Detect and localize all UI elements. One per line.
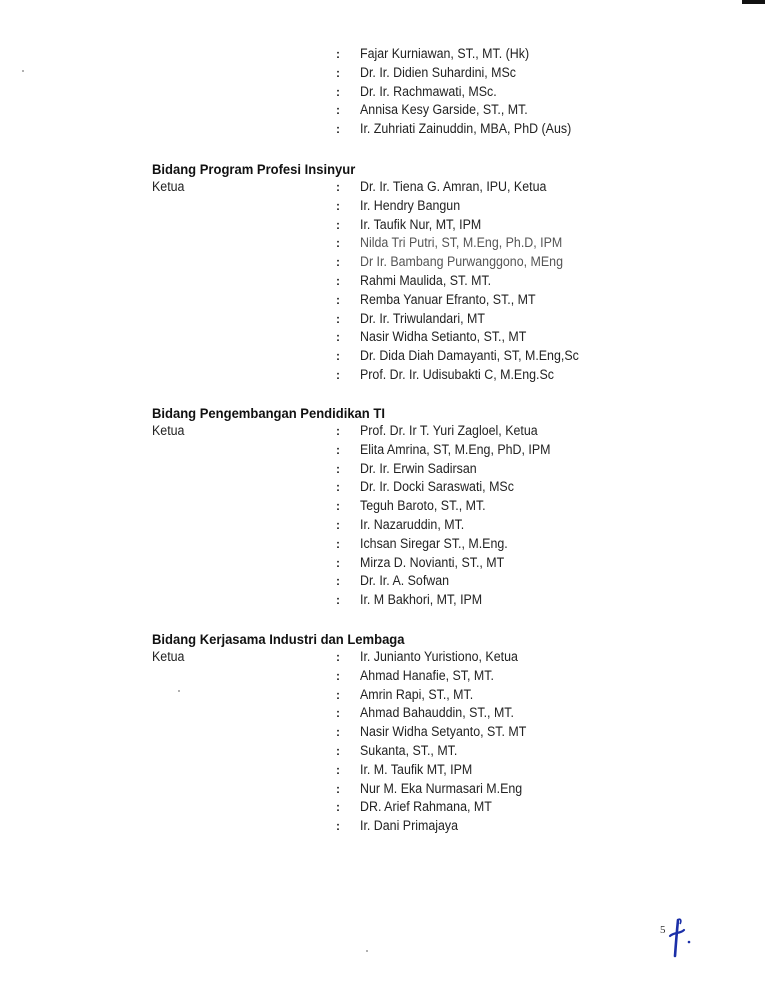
- member-name: Prof. Dr. Ir. Udisubakti C, M.Eng.Sc: [360, 366, 554, 382]
- separator-colon: :: [336, 781, 340, 796]
- member-name: Mirza D. Novianti, ST., MT: [360, 554, 505, 570]
- member-row: [152, 686, 632, 705]
- section-0: [152, 45, 632, 139]
- signature-initial-icon: [664, 916, 694, 960]
- section-2: [152, 404, 632, 610]
- member-role: Ketua: [152, 179, 185, 194]
- member-row: [152, 780, 632, 799]
- separator-colon: :: [336, 273, 340, 288]
- member-name: Dr. Ir. Didien Suhardini, MSc: [360, 64, 517, 80]
- page-number: 5: [660, 924, 666, 936]
- separator-colon: :: [336, 517, 340, 532]
- separator-colon: :: [336, 725, 340, 740]
- member-row: [152, 45, 632, 64]
- member-row: [152, 234, 632, 253]
- separator-colon: :: [336, 762, 340, 777]
- member-row: [152, 535, 632, 554]
- section-3: [152, 630, 632, 836]
- member-name: Dr. Ir. Erwin Sadirsan: [360, 460, 477, 476]
- separator-colon: :: [336, 687, 340, 702]
- separator-colon: :: [336, 217, 340, 232]
- separator-colon: :: [336, 499, 340, 514]
- separator-colon: :: [336, 706, 340, 721]
- member-row: [152, 554, 632, 573]
- member-row: [152, 120, 632, 139]
- section-title: Bidang Program Profesi Insinyur: [152, 161, 356, 177]
- member-name: Ir. Zuhriati Zainuddin, MBA, PhD (Aus): [360, 121, 572, 137]
- separator-colon: :: [336, 650, 340, 664]
- scan-edge-mark: [742, 0, 765, 4]
- separator-colon: :: [336, 480, 340, 495]
- separator-colon: :: [336, 574, 340, 589]
- member-name: Prof. Dr. Ir T. Yuri Zagloel, Ketua: [360, 423, 538, 438]
- member-name: Dr. Ir. Triwulandari, MT: [360, 310, 485, 326]
- member-row: [152, 101, 632, 120]
- member-row: [152, 272, 632, 291]
- section-title: Bidang Kerjasama Industri dan Lembaga: [152, 631, 405, 647]
- separator-colon: :: [336, 84, 340, 99]
- member-row: [152, 591, 632, 610]
- separator-colon: :: [336, 668, 340, 683]
- member-name: Teguh Baroto, ST., MT.: [360, 498, 486, 514]
- member-row: [152, 422, 632, 441]
- member-name: Ir. Junianto Yuristiono, Ketua: [360, 649, 518, 664]
- separator-colon: :: [336, 743, 340, 758]
- member-row: [152, 572, 632, 591]
- member-row: [152, 328, 632, 347]
- member-name: Ahmad Bahauddin, ST., MT.: [360, 705, 514, 721]
- member-row: [152, 178, 632, 197]
- member-name: Ir. Nazaruddin, MT.: [360, 516, 465, 532]
- separator-colon: :: [336, 236, 340, 251]
- member-row: [152, 460, 632, 479]
- member-row: [152, 648, 632, 667]
- member-name: Dr. Ir. A. Sofwan: [360, 573, 450, 589]
- member-name: Nasir Widha Setianto, ST., MT: [360, 329, 527, 345]
- member-name: Dr. Dida Diah Damayanti, ST, M.Eng,Sc: [360, 348, 579, 364]
- member-name: Rahmi Maulida, ST. MT.: [360, 272, 492, 288]
- separator-colon: :: [336, 536, 340, 551]
- member-name: DR. Arief Rahmana, MT: [360, 799, 492, 815]
- member-row: [152, 83, 632, 102]
- member-row: [152, 798, 632, 817]
- member-row: [152, 761, 632, 780]
- member-row: [152, 197, 632, 216]
- member-row: [152, 366, 632, 385]
- member-row: [152, 216, 632, 235]
- separator-colon: :: [336, 330, 340, 345]
- member-name: Ir. M Bakhori, MT, IPM: [360, 592, 483, 608]
- separator-colon: :: [336, 122, 340, 137]
- member-name: Elita Amrina, ST, M.Eng, PhD, IPM: [360, 441, 551, 457]
- member-name: Fajar Kurniawan, ST., MT. (Hk): [360, 46, 530, 61]
- separator-colon: :: [336, 255, 340, 270]
- separator-colon: :: [336, 593, 340, 608]
- separator-colon: :: [336, 180, 340, 194]
- separator-colon: :: [336, 461, 340, 476]
- member-row: [152, 516, 632, 535]
- member-row: [152, 742, 632, 761]
- member-name: Ichsan Siregar ST., M.Eng.: [360, 535, 508, 551]
- separator-colon: :: [336, 349, 340, 364]
- member-name: Dr. Ir. Tiena G. Amran, IPU, Ketua: [360, 179, 547, 194]
- separator-colon: :: [336, 367, 340, 382]
- member-name: Annisa Kesy Garside, ST., MT.: [360, 102, 528, 118]
- separator-colon: :: [336, 103, 340, 118]
- scan-speck: [366, 950, 368, 952]
- separator-colon: :: [336, 424, 340, 438]
- member-name: Ir. Taufik Nur, MT, IPM: [360, 216, 482, 232]
- member-name: Sukanta, ST., MT.: [360, 742, 458, 758]
- member-name: Dr. Ir. Docki Saraswati, MSc: [360, 479, 514, 495]
- member-role: Ketua: [152, 649, 185, 664]
- separator-colon: :: [336, 292, 340, 307]
- member-name: Ir. Hendry Bangun: [360, 197, 461, 213]
- separator-colon: :: [336, 198, 340, 213]
- scan-speck: [22, 70, 24, 72]
- member-name: Ir. Dani Primajaya: [360, 818, 459, 834]
- member-row: [152, 667, 632, 686]
- member-row: [152, 723, 632, 742]
- separator-colon: :: [336, 65, 340, 80]
- separator-colon: :: [336, 442, 340, 457]
- member-row: [152, 253, 632, 272]
- member-row: [152, 817, 632, 836]
- member-name: Dr Ir. Bambang Purwanggono, MEng: [360, 254, 563, 270]
- member-row: [152, 310, 632, 329]
- member-row: [152, 704, 632, 723]
- separator-colon: :: [336, 47, 340, 61]
- member-row: [152, 347, 632, 366]
- separator-colon: :: [336, 311, 340, 326]
- member-role: Ketua: [152, 423, 185, 438]
- member-row: [152, 497, 632, 516]
- section-1: [152, 160, 632, 385]
- section-title: Bidang Pengembangan Pendidikan TI: [152, 405, 385, 421]
- separator-colon: :: [336, 555, 340, 570]
- member-row: [152, 478, 632, 497]
- member-name: Nur M. Eka Nurmasari M.Eng: [360, 780, 523, 796]
- member-row: [152, 441, 632, 460]
- member-name: Ir. M. Taufik MT, IPM: [360, 761, 473, 777]
- member-row: [152, 291, 632, 310]
- member-name: Remba Yanuar Efranto, ST., MT: [360, 291, 536, 307]
- member-name: Nasir Widha Setyanto, ST. MT: [360, 724, 527, 740]
- separator-colon: :: [336, 800, 340, 815]
- member-name: Ahmad Hanafie, ST, MT.: [360, 667, 494, 683]
- member-name: Dr. Ir. Rachmawati, MSc.: [360, 83, 497, 99]
- member-name: Nilda Tri Putri, ST, M.Eng, Ph.D, IPM: [360, 235, 563, 251]
- member-row: [152, 64, 632, 83]
- separator-colon: :: [336, 819, 340, 834]
- member-name: Amrin Rapi, ST., MT.: [360, 686, 474, 702]
